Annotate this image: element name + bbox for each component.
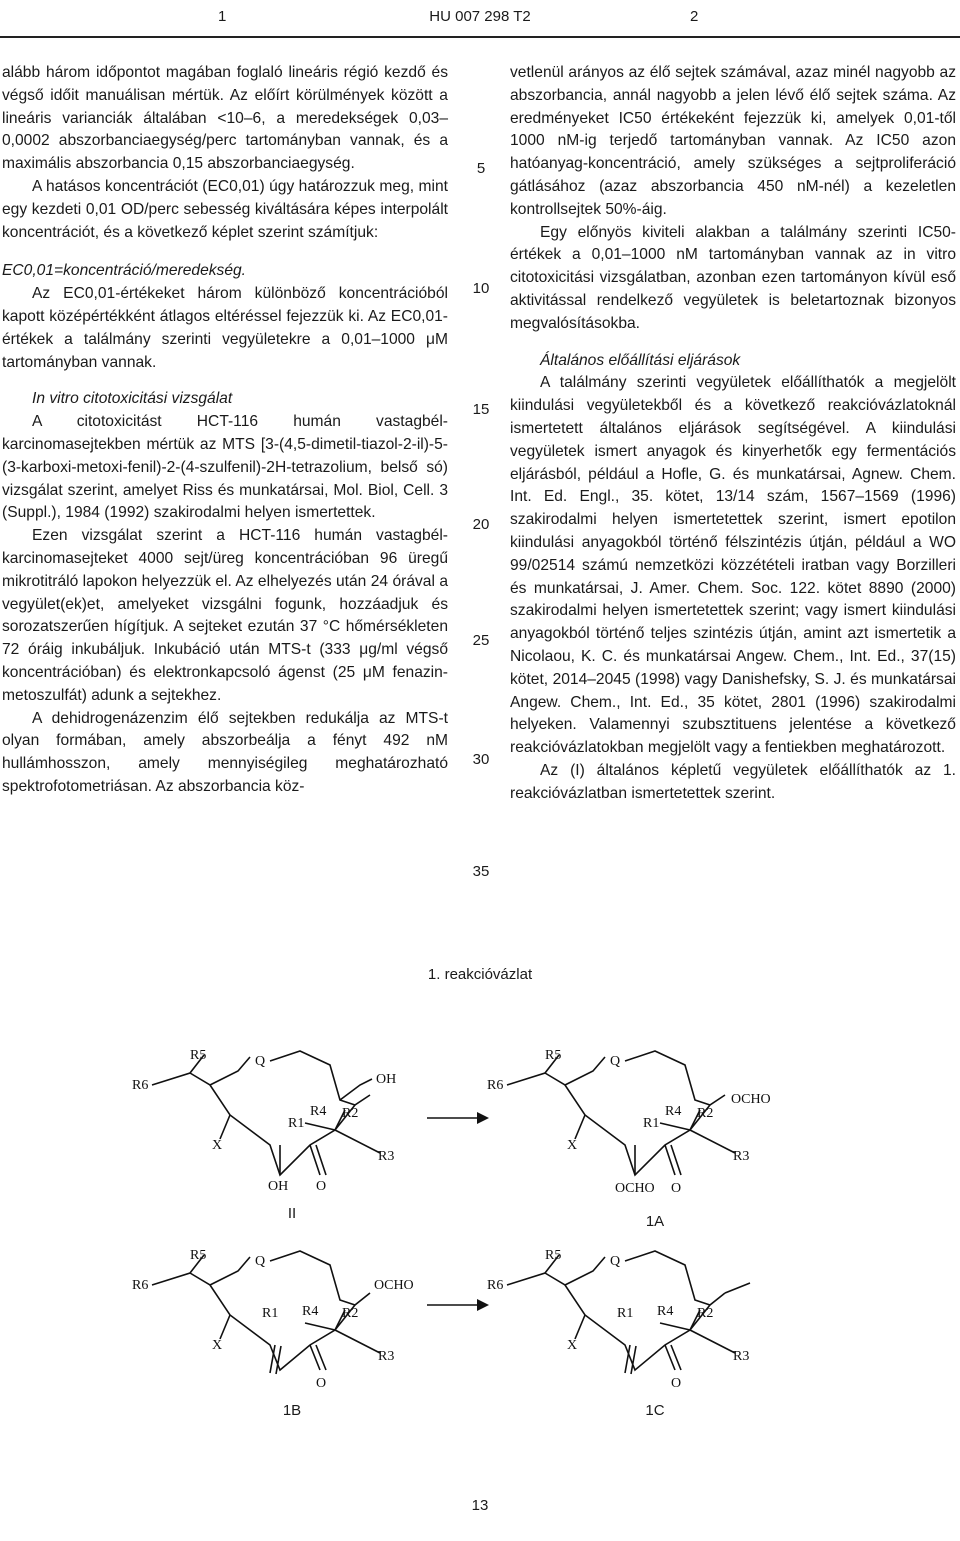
left-paragraph-5: Ezen vizsgálat szerint a HCT-116 humán vastagbél-karcinomasejteket 4000 sejt/üreg koncentrációban 96 üregű mikrotitráló lapokon helyezzük el. Az elhelyezés után 24 órával a vegyület(ek)et, amelyeket vizsgálni fogunk, hozzáadjuk és sorozatszerűen hígítjuk. A sejteket ezután 37 °C hőmérsékleten 72 óráig inkubáljuk. Inkubáció után MTS-t (333 μg/ml végső koncentrációban) és elektronkapcsoló ágenst (25 μM fenazin-metoszulfát) adunk a sejtekhez. <box>2 527 448 704</box>
atom-label: R5 <box>545 1248 562 1263</box>
atom-label: Q <box>610 1254 621 1269</box>
atom-label: Q <box>610 1054 621 1069</box>
atom-label: R6 <box>487 1278 504 1293</box>
left-paragraph-2: A hatásos koncentrációt (EC0,01) úgy határozzuk meg, mint egy kezdeti 0,01 OD/perc sebesség kiváltására képes interpolált koncentrációt, és a következő képlet szerint számítjuk: <box>2 177 448 241</box>
atom-label: R2 <box>342 1306 359 1321</box>
right-paragraph-1: vetlenül arányos az élő sejtek számával, azaz minél nagyobb az abszorbancia, annál nagyobb a jelen lévő élő sejtek száma. Az eredményeket IC50 értékeként fejezzük ki, amelyek 0,01-től 1000 nM-ig terjedő tartományban vannak. Az IC50 azon hatóanyag-koncentráció, amely szükséges a sejtproliferáció gátlásához (azaz abszorbancia 450 nM-nél) a kezeletlen kontrollsejtek 50%-áig. <box>510 64 956 218</box>
atom-label: O <box>671 1376 682 1391</box>
atom-label: O <box>316 1376 327 1391</box>
atom-label: X <box>212 1138 223 1153</box>
atom-label: R3 <box>733 1149 750 1164</box>
atom-label: R6 <box>132 1078 149 1093</box>
atom-label: R3 <box>733 1349 750 1364</box>
atom-label: OCHO <box>374 1278 414 1293</box>
atom-label: O <box>671 1181 682 1196</box>
line-number: 5 <box>476 160 486 177</box>
atom-label: X <box>567 1138 578 1153</box>
right-paragraph-4: Az (I) általános képletű vegyületek előállíthatók az 1. reakcióvázlatban ismertetettek szerint. <box>510 761 956 802</box>
line-number: 30 <box>472 751 490 768</box>
atom-label: R4 <box>302 1304 319 1319</box>
compound-label-1B: 1B <box>282 1402 302 1419</box>
atom-label: R1 <box>262 1306 279 1321</box>
atom-label: Q <box>255 1254 266 1269</box>
compound-label-1A: 1A <box>645 1213 665 1230</box>
atom-label: OCHO <box>615 1181 655 1196</box>
right-page-number: 2 <box>690 8 699 25</box>
atom-label: R6 <box>132 1278 149 1293</box>
left-paragraph-4: A citotoxicitást HCT-116 humán vastagbél-karcinomasejtekben mértük az MTS [3-(4,5-dimetil-tiazol-2-il)-5-(3-karboxi-metoxi-fenil)-2-(4-szulfenil)-2H-tetrazolium, belső só) vizsgálat szerint, amelyet Riss és munkatársai, Mol. Biol, Cell. 3 (Suppl.), 1984 (1992) szakirodalmi helyen ismertettek. <box>2 413 448 522</box>
section-heading-cytotoxicity: In vitro citotoxicitási vizsgálat <box>32 390 233 408</box>
left-column <box>2 62 448 799</box>
atom-label: R2 <box>342 1106 359 1121</box>
atom-label: R1 <box>643 1116 660 1131</box>
atom-label: R5 <box>190 1248 207 1263</box>
atom-label: R5 <box>545 1048 562 1063</box>
atom-label: OH <box>268 1179 289 1194</box>
line-number: 25 <box>472 632 490 649</box>
header-rule <box>0 36 960 38</box>
atom-label: OCHO <box>731 1092 771 1107</box>
structure-1A <box>485 1045 785 1205</box>
right-column <box>510 62 956 806</box>
atom-label: R5 <box>190 1048 207 1063</box>
line-number: 10 <box>472 280 490 297</box>
structure-1C <box>485 1245 785 1395</box>
right-paragraph-3: A találmány szerinti vegyületek előállíthatók a megjelölt kiindulási vegyületekből és a következő reakcióvázlatoknál ismertetett általános eljárások segítségével. A kiindulási vegyületek ismert anyagok és kinyerhetők egy fermentációs eljárásból, például a Hofle, G. és munkatársai, Agnew. Chem. Int. Ed. Engl., 35. kötet, 13/14 szám, 1567–1569 (1996) szakirodalmi helyen ismertetettek szerint, ismert epotilon kiindulási anyagokból történő félszintézis útján, például a WO 99/02514 számú nemzetközi közzétételi iratban vagy Borzilleri és munkatársai, J. Amer. Chem. Soc. 122. kötet 8890 (2000) szakirodalmi helyen ismertetettek szerint; vagy ismert kiindulási anyagokból történő teljes szintézis útján, amint azt ismertetik a Nicolaou, K. C. és munkatársai Angew. Chem., Int. Ed., 37(15) kötet, 2014–2045 (1998) vagy Danishefsky, S. J. és munkatársai Angew. Chem., Int. Ed., 35 kötet, 2801 (1996) szakirodalmi helyeken. Valamennyi szubsztituens jelentése a következő reakcióvázlatokban megjelölt vagy a fentiekben meghatározott. <box>510 374 956 757</box>
atom-label: R6 <box>487 1078 504 1093</box>
atom-label: Q <box>255 1054 266 1069</box>
left-page-number: 1 <box>218 8 227 25</box>
atom-label: R4 <box>657 1304 674 1319</box>
patent-number: HU 007 298 T2 <box>429 8 531 25</box>
atom-label: R2 <box>697 1106 714 1121</box>
atom-label: X <box>567 1338 578 1353</box>
atom-label: R2 <box>697 1306 714 1321</box>
atom-label: X <box>212 1338 223 1353</box>
left-paragraph-3: Az EC0,01-értékeket három különböző koncentrációból kapott középértékként átlagos eltéréssel fejezzük ki. Az EC0,01-értékek a találmány szerinti vegyületekre a 0,01–1000 μM tartományban vannak. <box>2 285 448 371</box>
atom-label: R4 <box>310 1104 327 1119</box>
atom-label: R1 <box>617 1306 634 1321</box>
line-number: 15 <box>472 401 490 418</box>
compound-label-1C: 1C <box>645 1402 665 1419</box>
structure-1B <box>130 1245 440 1395</box>
compound-label-II: II <box>287 1205 297 1222</box>
atom-label: R1 <box>288 1116 305 1131</box>
atom-label: O <box>316 1179 327 1194</box>
atom-label: OH <box>376 1072 397 1087</box>
page-number: 13 <box>471 1497 489 1514</box>
right-paragraph-2: Egy előnyös kiviteli alakban a találmány szerinti IC50-értékek a 0,01–1000 nM tartományban vannak az in vitro citotoxicitási vizsgálatban, azonban ezen tartományon kívül eső aktivitással rendelkező vegyületek is beletartoznak bizonyos megvalósításokba. <box>510 223 956 332</box>
section-heading-preparation: Általános előállítási eljárások <box>540 351 741 369</box>
atom-label: R4 <box>665 1104 682 1119</box>
structure-II <box>130 1045 430 1200</box>
ec-formula: EC0,01=koncentráció/meredekség. <box>2 262 247 280</box>
atom-label: R3 <box>378 1349 395 1364</box>
left-paragraph-1: alább három időpontot magában foglaló lineáris régió kezdő és végső időit manuálisan mértük. Az előírt körülmények között a lineáris varianciák általában <10–6, a meredekségek 0,03–0,0002 abszorbanciaegység/perc tartományban vannak, és a maximális abszorbancia 0,15 abszorbanciaegység. <box>2 64 448 173</box>
atom-label: R3 <box>378 1149 395 1164</box>
line-number: 20 <box>472 516 490 533</box>
line-number: 35 <box>472 863 490 880</box>
scheme-title: 1. reakcióvázlat <box>427 966 533 983</box>
left-paragraph-6: A dehidrogenázenzim élő sejtekben redukálja az MTS-t olyan formában, amely abszorbeálja a fényt 492 nM hullámhosszon, amely mennyiségileg meghatározható spektrofotometriásan. Az abszorbancia köz- <box>2 709 448 795</box>
